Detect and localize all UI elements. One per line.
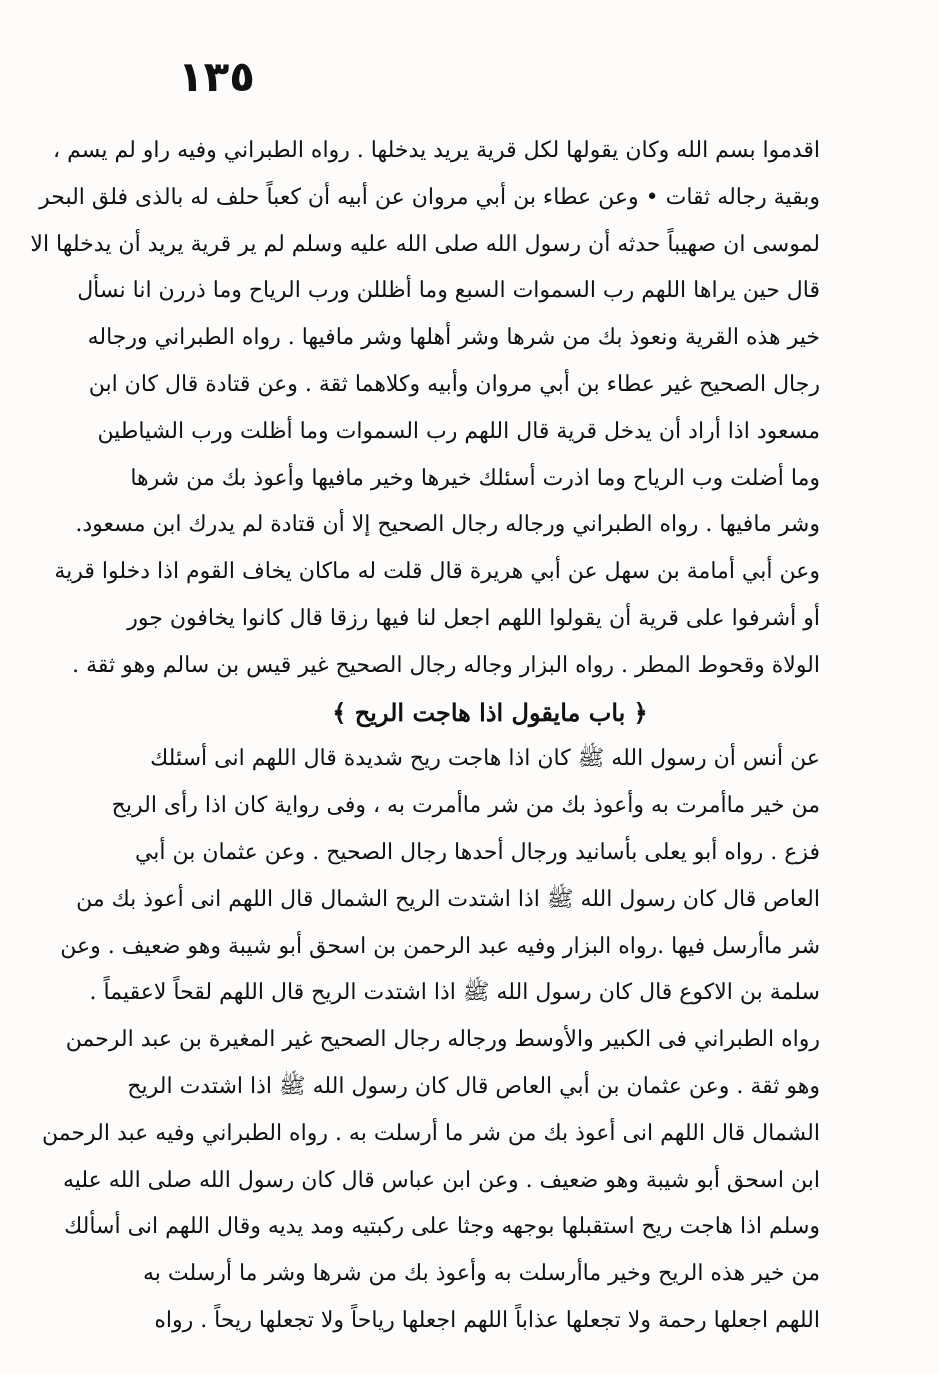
- chapter-heading: [160, 690, 820, 737]
- text-line: الولاة وقحوط المطر . رواه البزار وجاله رجال الصحيح غير قيس بن سالم وهو ثقة .: [72, 652, 820, 678]
- text-line: رواه الطبراني فى الكبير والأوسط ورجاله رجال الصحيح غير المغيرة بن عبد الرحمن: [65, 1027, 820, 1053]
- text-line: وبقية رجاله ثقات • وعن عطاء بن أبي مروان عن أبيه أن كعباً حلف له بالذى فلق البحر: [39, 184, 820, 210]
- text-line: أو أشرفوا على قرية أن يقولوا اللهم اجعل لنا فيها رزقا قال كانوا يخافون جور: [127, 605, 820, 631]
- text-line: فزع . رواه أبو يعلى بأسانيد ورجال أحدها رجال الصحيح . وعن عثمان بن أبي: [134, 839, 820, 865]
- text-line: من خير ماأمرت به وأعوذ بك من شر ماأمرت به ، وفى رواية كان اذا رأى الريح: [111, 793, 820, 819]
- text-line: العاص قال كان رسول الله ﷺ اذا اشتدت الريح الشمال قال اللهم انى أعوذ بك من: [76, 886, 820, 912]
- heading-title: باب مايقول اذا هاجت الريح: [354, 697, 626, 727]
- text-line: لموسى ان صهيباً حدثه أن رسول الله صلى الله عليه وسلم لم ير قرية يريد أن يدخلها الا: [30, 231, 820, 257]
- text-line: وشر مافيها . رواه الطبراني ورجاله رجال الصحيح إلا أن قتادة لم يدرك ابن مسعود.: [75, 512, 820, 538]
- body-text: [30, 128, 820, 1345]
- text-line: وما أضلت وب الرياح وما اذرت أسئلك خيرها وخير مافيها وأعوذ بك من شرها: [130, 465, 820, 491]
- text-line: ابن اسحق أبو شيبة وهو ضعيف . وعن ابن عباس قال كان رسول الله صلى الله عليه: [62, 1167, 820, 1193]
- text-line: وهو ثقة . وعن عثمان بن أبي العاص قال كان رسول الله ﷺ اذا اشتدت الريح: [127, 1073, 820, 1099]
- text-line: مسعود اذا أراد أن يدخل قرية قال اللهم رب السموات وما أظلت ورب الشياطين: [97, 418, 820, 444]
- heading-bracket-open: ﴿: [633, 697, 648, 727]
- text-line: رجال الصحيح غير عطاء بن أبي مروان وأبيه وكلاهما ثقة . وعن قتادة قال كان ابن: [88, 371, 820, 397]
- text-line: اقدموا بسم الله وكان يقولها لكل قرية يريد يدخلها . رواه الطبراني وفيه راو لم يسم ،: [52, 138, 820, 163]
- text-line: اللهم اجعلها رحمة ولا تجعلها عذاباً اللهم اجعلها رياحاً ولا تجعلها ريحاً . رواه: [154, 1307, 820, 1333]
- heading-bracket-close: ﴾: [332, 697, 347, 727]
- text-line: من خير هذه الريح وخير ماأرسلت به وأعوذ بك من شرها وشر ما أرسلت به: [143, 1261, 820, 1287]
- text-line: سلمة بن الاكوع قال كان رسول الله ﷺ اذا اشتدت الريح قال اللهم لقحاً لاعقيماً .: [89, 980, 820, 1006]
- text-line: وعن أبي أمامة بن سهل عن أبي هريرة قال قلت له ماكان يخاف القوم اذا دخلوا قرية: [54, 559, 820, 585]
- page-number: ١٣٥: [178, 52, 255, 101]
- text-line: عن أنس أن رسول الله ﷺ كان اذا هاجت ريح شديدة قال اللهم انى أسئلك: [150, 746, 820, 772]
- text-line: الشمال قال اللهم انى أعوذ بك من شر ما أرسلت به . رواه الطبراني وفيه عبد الرحمن: [41, 1120, 820, 1146]
- text-line: وسلم اذا هاجت ريح استقبلها بوجهه وجثا على ركبتيه ومد يديه وقال اللهم انى أسألك: [64, 1214, 820, 1240]
- text-line: قال حين يراها اللهم رب السموات السبع وما أظللن ورب الرياح وما ذررن انا نسأل: [77, 278, 820, 304]
- text-line: خير هذه القرية ونعوذ بك من شرها وشر أهلها وشر مافيها . رواه الطبراني ورجاله: [87, 325, 820, 351]
- text-line: شر ماأرسل فيها .رواه البزار وفيه عبد الرحمن بن اسحق أبو شيبة وهو ضعيف . وعن: [60, 933, 820, 959]
